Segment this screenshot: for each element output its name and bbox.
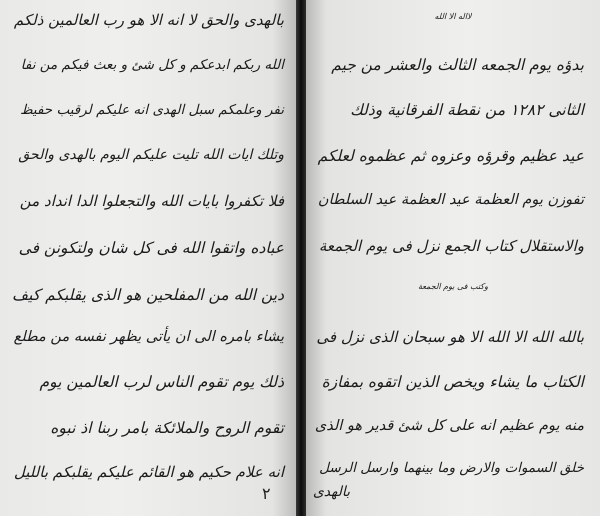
page-number: ٢ bbox=[262, 484, 271, 503]
left-line-9: ذلك يوم تقوم الناس لرب العالمين يوم bbox=[39, 373, 284, 391]
left-line-3: نفر وعلمكم سبل الهدى انه عليكم لرقيب حفيظ bbox=[20, 102, 284, 118]
right-line-9: خلق السموات والارض وما بينهما وارسل الرسل bbox=[319, 460, 584, 476]
left-line-5: فلا تكفروا بايات الله والتجعلوا الدا انداد من bbox=[19, 192, 284, 210]
right-line-2: الثانى ١٢٨٢ من نقطة الفرقانية وذلك bbox=[350, 101, 584, 119]
left-line-10: تقوم الروح والملائكة بامر ربنا اذ نبوه bbox=[50, 419, 284, 437]
page-heading: لااله الا الله bbox=[434, 12, 472, 21]
right-line-1: بدؤه يوم الجمعه الثالث والعشر من جيم bbox=[331, 56, 584, 74]
left-line-6: عباده واتقوا الله فى كل شان ولتكونن فى bbox=[18, 239, 284, 257]
right-line-4: تفوزن يوم العظمة عيد العظمة عيد السلطان bbox=[317, 192, 584, 208]
book-gutter bbox=[296, 0, 306, 516]
right-line-7: الكتاب ما يشاء ويخص الذين اتقوه بمفازة bbox=[321, 373, 584, 391]
left-line-4: وتلك ايات الله تليت عليكم اليوم بالهدى والحق bbox=[18, 147, 284, 163]
right-line-3: عيد عظيم وقرؤه وعزوه ثم عظموه لعلكم bbox=[317, 147, 584, 165]
right-line-10: بالهدى bbox=[312, 484, 350, 500]
page-subheading: وكتب فى يوم الجمعة bbox=[418, 282, 488, 291]
left-line-11: انه علام حكيم هو القائم عليكم يقلبكم بالليل bbox=[13, 463, 284, 481]
right-line-6: بالله الله الا الله الا هو سبحان الذى نزل فى bbox=[316, 328, 584, 346]
left-page bbox=[0, 0, 296, 516]
left-line-1: بالهدى والحق لا انه الا هو رب العالمين ذلكم bbox=[13, 11, 284, 29]
right-line-5: والاستقلال كتاب الجمع نزل فى يوم الجمعة bbox=[318, 237, 584, 255]
right-line-8: منه يوم عظيم انه على كل شئ قدير هو الذى bbox=[314, 418, 584, 434]
left-line-2: الله ربكم ابدعكم و كل شئ و بعث فيكم من نفا bbox=[20, 57, 284, 73]
left-line-7: دين الله من المفلحين هو الذى يقلبكم كيف bbox=[12, 286, 284, 304]
left-line-8: يشاء بامره الى ان يأتى يظهر نفسه من مطلع bbox=[13, 329, 284, 345]
right-page bbox=[306, 0, 600, 516]
